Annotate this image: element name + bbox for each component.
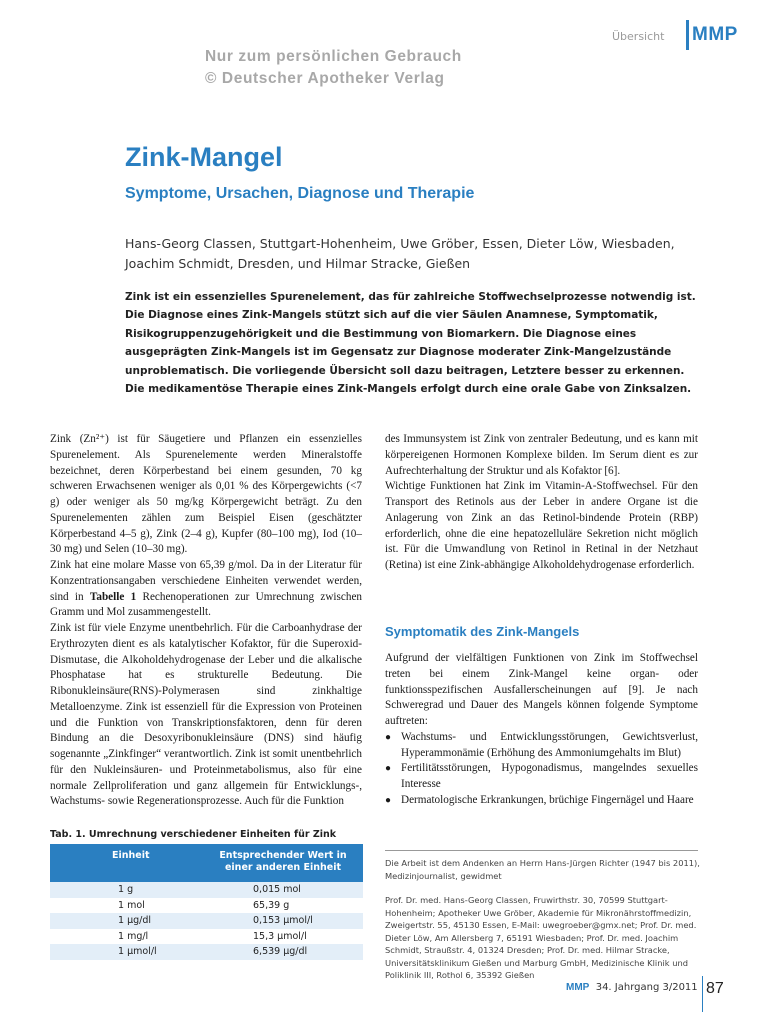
- table-row: [50, 882, 363, 898]
- body-column-right-lower: [385, 651, 698, 809]
- table-cell-unit: 1 mol: [118, 899, 145, 911]
- table-row: [50, 944, 363, 960]
- table-cell-value: 0,153 µmol/l: [253, 915, 313, 927]
- table-cell-value: 65,39 g: [253, 899, 290, 911]
- section-heading: Symptomatik des Zink-Mangels: [385, 624, 580, 639]
- table-cell-unit: 1 mg/l: [118, 930, 149, 942]
- section-label: Übersicht: [612, 30, 665, 43]
- dedication-note: Die Arbeit ist dem Andenken an Herrn Hans-Jürgen Richter (1947 bis 2011), Medizinjournalist, gewidmet: [385, 858, 700, 881]
- footer-issue: 34. Jahrgang 3/2011: [595, 982, 698, 993]
- body-paragraph: Aufgrund der vielfältigen Funktionen von Zink im Stoffwechsel treten bei einem Zink-Mangel keine organ- oder funktionsspezifischen Ausfallerscheinungen auf [9]. Je nach Schweregrad und Dauer des Mangels können folgende Symptome auftreten:: [385, 652, 698, 727]
- article-abstract: Zink ist ein essenzielles Spurenelement, das für zahlreiche Stoffwechselprozesse notwendig ist. Die Diagnose eines Zink-Mangels stützt sich auf die vier Säulen Anamnese, Symptomatik, Risikogruppenzugehörigkeit und die Bestimmung von Biomarkern. Die Diagnose eines ausgeprägten Zink-Mangels ist im Gegensatz zur Diagnose moderater Zink-Mangelzustände unproblematisch. Die vorliegende Übersicht soll dazu beitragen, Letztere besser zu erkennen. Die medikamentöse Therapie eines Zink-Mangels erfolgt durch eine orale Gabe von Zinksalzen.: [125, 291, 696, 396]
- page-number: 87: [706, 980, 724, 997]
- body-column-left: [50, 432, 362, 810]
- table-row: [50, 898, 363, 914]
- author-addresses: Prof. Dr. med. Hans-Georg Classen, Fruwirthstr. 30, 70599 Stuttgart-Hohenheim; Apotheker Uwe Gröber, Akademie für Mikronährstoffmedizin, Zweigertstr. 55, 45130 Essen, E-Mail: uwegroeber@gmx.net; Prof. Dr. med. Dieter Löw, Am Allersberg 7, 65191 Wiesbaden; Prof. Dr. med. Joachim Schmidt, Straußstr. 4, 01324 Dresden; Prof. Dr. med. Hilmar Stracke, Universitätsklinikum Gießen und Marburg GmbH, Medizinische Klinik und Poliklinik III, Rothol 6, 35392 Gießen: [385, 895, 697, 980]
- table-header: [50, 844, 363, 882]
- table-header-unit: Einheit: [112, 850, 150, 861]
- table-cell-unit: 1 g: [118, 884, 134, 895]
- table-caption: Tab. 1. Umrechnung verschiedener Einheiten für Zink: [50, 829, 337, 840]
- table-row: [50, 913, 363, 929]
- page-number-divider: [702, 976, 703, 1012]
- article-subtitle: Symptome, Ursachen, Diagnose und Therapie: [125, 185, 475, 202]
- table-cell-unit: 1 µg/dl: [118, 915, 152, 927]
- page-footer: [566, 982, 698, 993]
- table-cell-value: 6,539 µg/dl: [253, 946, 308, 958]
- body-paragraph: des Immunsystem ist Zink von zentraler Bedeutung, und es kann mit körpereigenen Hormonen Komplexe bilden. Im Serum dient es zur Aufrechterhaltung der Struktur und als Kofaktor [6].: [385, 433, 698, 477]
- footnote-divider: [385, 850, 698, 851]
- body-paragraph: Wichtige Funktionen hat Zink im Vitamin-A-Stoffwechsel. Für den Transport des Retinols aus der Leber in andere Organe ist die Anlagerung von Zink an das Retinol-bindende Protein (RBP) erforderlich, ohne die eine hepatozelluläre Sekretion nicht möglich ist. Für die Umwandlung von Retinol in Retinal in der Netzhaut (Retina) ist eine Zink-abhängige Alkoholdehydrogenase erforderlich.: [385, 480, 698, 571]
- body-paragraph: Zink ist für viele Enzyme unentbehrlich. Für die Carboanhydrase der Erythrozyten dient es als katalytischer Kofaktor, für die Superoxid-Dismutase, die Alkoholdehydrogenase der Leber und die alkalische Phosphatase hat es strukturelle Bedeutung. Die Ribonukleinsäure(RNS)-Polymerasen sind zinkhaltige Metalloenzyme. Zink ist essenziell für die Expression von Proteinen und die Funktion von Transkriptionsfaktoren, denn für deren Bindung an die Desoxyribonukleinsäure (DNS) sind häufig sogenannte „Zinkfinger“ verantwortlich. Zink ist somit unentbehrlich für den Nukleinsäuren- und Proteinmetabolismus, also für eine normale Zellproliferation und ganz allgemein für Entwicklungs-, Wachstums- sowie Regenerationsprozesse. Auch für die Funktion: [50, 622, 362, 808]
- article-authors: Hans-Georg Classen, Stuttgart-Hohenheim, Uwe Gröber, Essen, Dieter Löw, Wiesbaden, Joachim Schmidt, Dresden, und Hilmar Stracke, Gießen: [125, 236, 675, 271]
- table-cell-value: 0,015 mol: [253, 884, 301, 895]
- list-item: ● Dermatologische Erkrankungen, brüchige Fingernägel und Haare: [385, 793, 698, 809]
- table-header-value: Entsprechender Wert in einer anderen Einheit: [219, 850, 347, 873]
- text-span: Rechenoperationen zur Umrechnung zwischen Gramm und Mol zusammengestellt.: [50, 590, 362, 619]
- journal-logo: MMP: [692, 24, 738, 45]
- table-cell-value: 15,3 µmol/l: [253, 930, 307, 942]
- table-row: [50, 929, 363, 945]
- body-column-right: [385, 432, 698, 574]
- watermark-line-2: © Deutscher Apotheker Verlag: [205, 70, 445, 87]
- table-reference: Tabelle 1: [89, 590, 137, 603]
- symptom-list: [385, 730, 698, 809]
- logo-divider: [686, 20, 689, 50]
- list-item: ● Fertilitätsstörungen, Hypogonadismus, mangelndes sexuelles Interesse: [385, 761, 698, 793]
- text-span: Zink hat eine molare Masse von 65,39 g/mol. Da in der Literatur für Konzentrationsangaben verschiedene Einheiten verwendet werden, sind in: [50, 559, 362, 603]
- body-paragraph: Zink (Zn²⁺) ist für Säugetiere und Pflanzen ein essenzielles Spurenelement. Als Spurenelemente werden Mineralstoffe bezeichnet, deren Körperbestand bei einem gesunden, 70 kg schweren Erwachsenen weniger als 0,01 % des Körpergewichts (<7 g) oder weniger als 50 mg/kg Körpergewicht beträgt. Zu den Spurenelementen zählen zum Beispiel Eisen (geschätzter Körperbestand 4–5 g), Zink (2–4 g), Kupfer (80–100 mg), Iod (10–30 mg) und Selen (10–30 mg).: [50, 433, 362, 556]
- body-paragraph: [50, 558, 362, 621]
- footer-journal: MMP: [566, 982, 590, 993]
- article-title: Zink-Mangel: [125, 142, 283, 172]
- list-item: ● Wachstums- und Entwicklungsstörungen, Gewichtsverlust, Hyperammonämie (Erhöhung des Ammoniumgehalts im Blut): [385, 730, 698, 762]
- watermark-line-1: Nur zum persönlichen Gebrauch: [205, 48, 462, 65]
- conversion-table: [50, 844, 363, 960]
- table-cell-unit: 1 µmol/l: [118, 946, 157, 958]
